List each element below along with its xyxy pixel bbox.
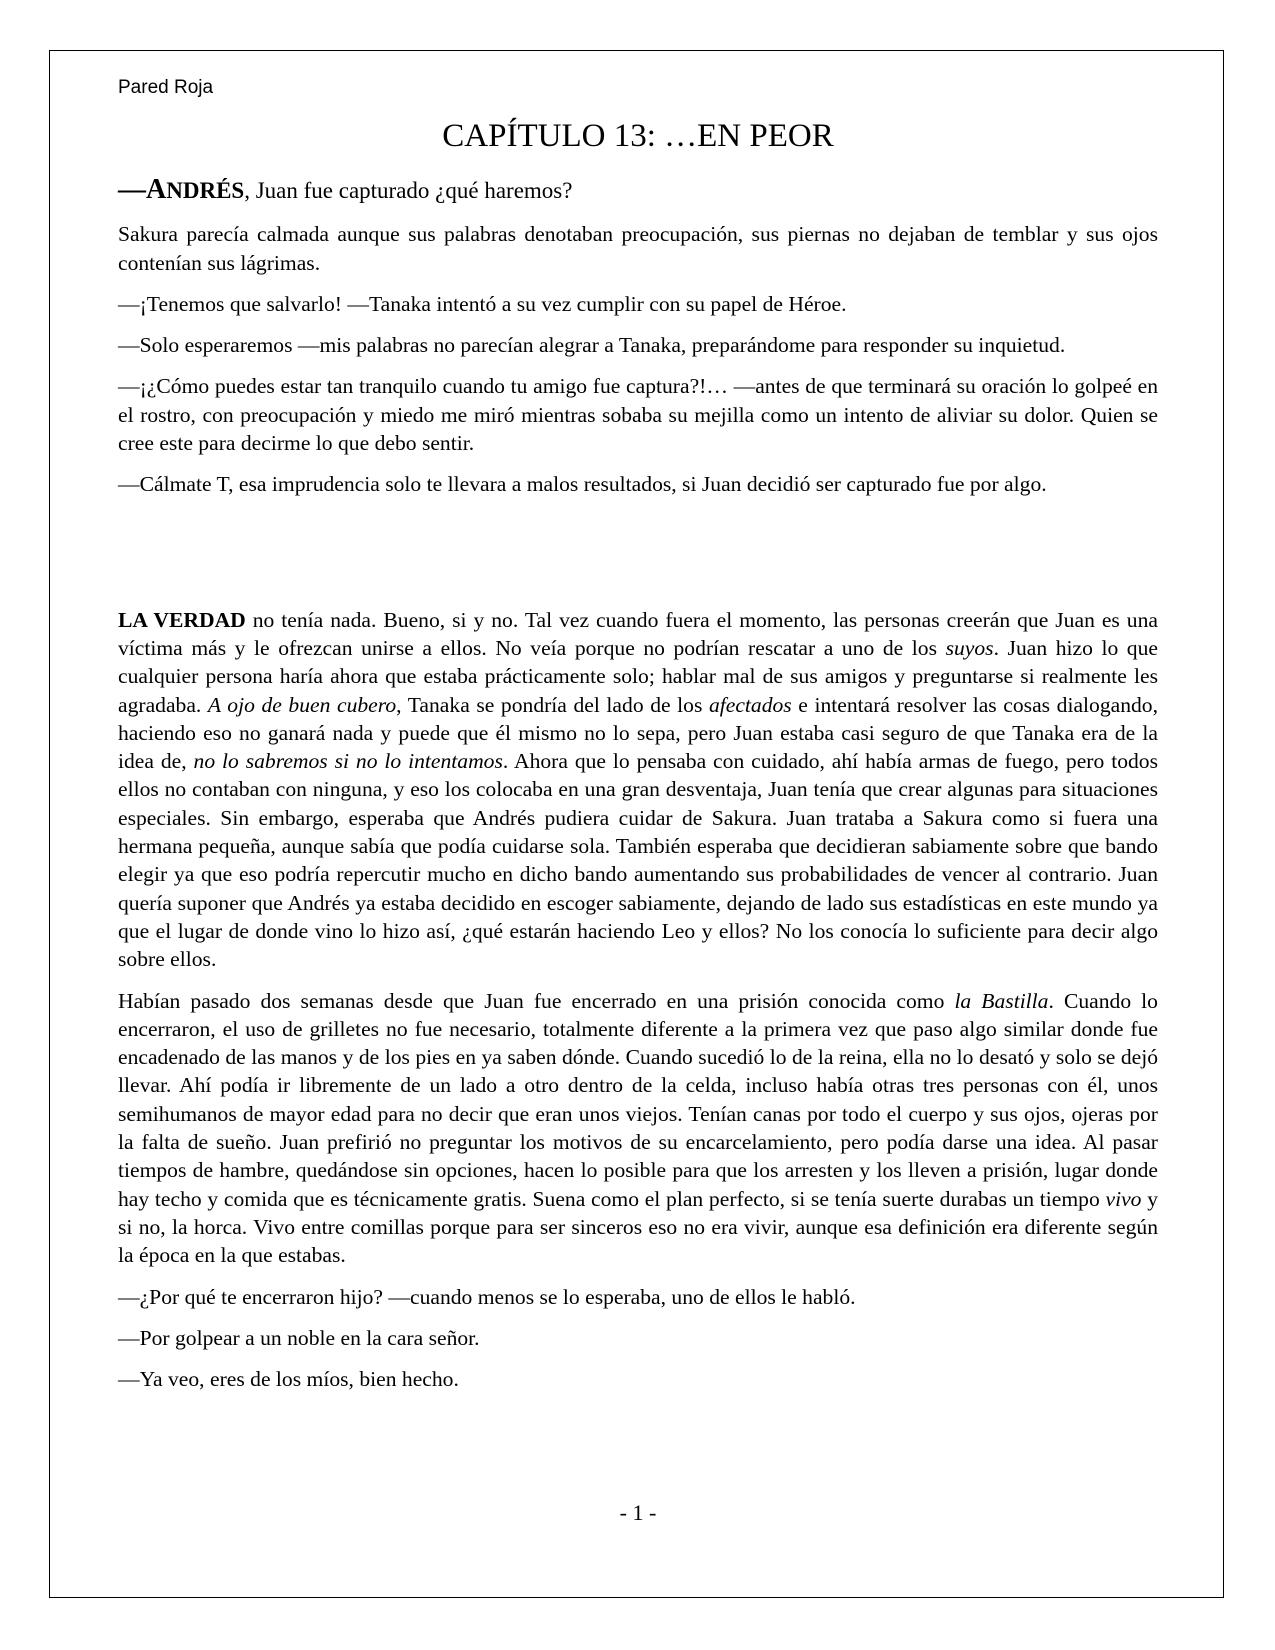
text-run: . Cuando lo encerraron, el uso de grilletes no fue necesario, totalmente diferente a la primera vez que paso algo similar donde fue encadenado de las manos y de los pies en ya saben dónde. Cuando sucedió lo de la reina, ella no lo desató y solo se dejó llevar. Ahí podía ir libremente de un lado a otro dentro de la celda, incluso había otras tres personas con él, unos semihumanos de mayor edad para no decir que eran unos viejos. Tenían canas por todo el cuerpo y sus ojos, ojeras por la falta de sueño. Juan prefirió no preguntar los motivos de su encarcelamiento, pero podía darse una idea. Al pasar tiempos de hambre, quedándose sin opciones, hacen lo posible para que los arresten y los lleven a prisión, lugar donde hay techo y comida que es técnicamente gratis. Suena como el plan perfecto, si se tenía suerte durabas un tiempo [118,988,1158,1211]
paragraph-3: —¡Tenemos que salvarlo! —Tanaka intentó a su vez cumplir con su papel de Héroe. [118,291,847,316]
text-run: , Tanaka se pondría del lado de los [396,692,709,717]
lead-word: NDRÉS [166,178,245,203]
italic-run: suyos [945,635,994,660]
section-lead: LA VERDAD [118,607,246,632]
paragraph-1-text: , Juan fue capturado ¿qué haremos? [244,178,573,203]
drop-letter: A [146,174,167,205]
paragraph-8 [118,987,1158,1270]
italic-run: afectados [708,692,792,717]
text-run: no tenía nada. Bueno, si y no. Tal vez cuando fuera el momento, las personas creerán que Juan es una víctima más y le ofrezcan unirse a ellos. No veía porque no podrían rescatar a uno de los [118,607,1158,660]
paragraph-2: Sakura parecía calmada aunque sus palabras denotaban preocupación, sus piernas no dejaban de temblar y sus ojos contenían sus lágrimas. [118,222,1158,275]
section-break [118,512,1158,606]
italic-run: A ojo de buen cubero [207,692,397,717]
chapter-title: CAPÍTULO 13: …EN PEOR [442,118,834,154]
text-run: Habían pasado dos semanas desde que Juan fue encerrado en una prisión conocida como [118,988,955,1013]
text-run: e intentará resolver las cosas dialogando, haciendo eso no ganará nada y puede que él mismo no lo sepa, pero Juan estaba casi seguro de que Tanaka era de la idea de, [118,692,1158,774]
paragraph-7 [118,606,1158,974]
paragraph-5: —¡¿Cómo puedes estar tan tranquilo cuando tu amigo fue captura?!… —antes de que terminará su oración lo golpeé en el rostro, con preocupación y miedo me miró mientras sobaba su mejilla como un intento de aliviar su dolor. Quien se cree este para decirme lo que debo sentir. [118,374,1158,456]
paragraph-11: —Ya veo, eres de los míos, bien hecho. [118,1367,459,1392]
italic-run: no lo sabremos si no lo intentamos [193,749,503,774]
paragraph-6: —Cálmate T, esa imprudencia solo te llevara a malos resultados, si Juan decidió ser capturado fue por algo. [118,472,1047,497]
body-text [118,176,1158,1406]
text-run: . Juan hizo lo que cualquier persona haría ahora que estaba prácticamente solo; hablar mal de sus amigos y preguntarse si realmente les agradaba. [118,635,1158,717]
italic-run: la Bastilla [954,988,1049,1013]
paragraph-1 [118,176,1158,205]
paragraph-4: —Solo esperaremos —mis palabras no parecían alegrar a Tanaka, preparándome para responder su inquietud. [118,333,1066,358]
paragraph-9: —¿Por qué te encerraron hijo? —cuando menos se lo esperaba, uno de ellos le habló. [118,1284,856,1309]
lead-dash: — [118,174,146,205]
italic-run: vivo [1105,1186,1142,1211]
running-header: Pared Roja [118,77,214,98]
text-run: y si no, la horca. Vivo entre comillas porque para ser sinceros eso no era vivir, aunque esa definición era diferente según la época en la que estabas. [118,1186,1158,1268]
text-run: . Ahora que lo pensaba con cuidado, ahí había armas de fuego, pero todos ellos no contaban con ninguna, y eso los colocaba en una gran desventaja, Juan tenía que crear algunas para situaciones especiales. Sin embargo, esperaba que Andrés pudiera cuidar de Sakura. Juan trataba a Sakura como si fuera una hermana pequeña, aunque sabía que podía cuidarse sola. También esperaba que decidieran sabiamente sobre que bando elegir ya que eso podría repercutir mucho en dicho bando aumentando sus probabilidades de vencer al contrario. Juan quería suponer que Andrés ya estaba decidido en escoger sabiamente, dejando de lado sus estadísticas en este mundo ya que el lugar de donde vino lo hizo así, ¿qué estarán haciendo Leo y ellos? No los conocía lo suficiente para decir algo sobre ellos. [118,749,1158,972]
paragraph-10: —Por golpear a un noble en la cara señor. [118,1325,480,1350]
page-number: - 1 - [619,1500,657,1525]
